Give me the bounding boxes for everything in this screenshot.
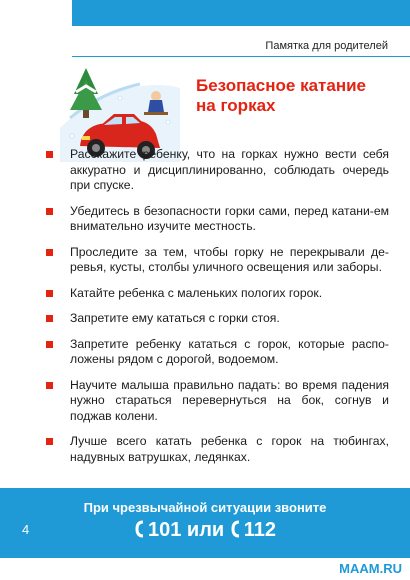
bullet-square — [46, 315, 53, 322]
page-title — [196, 76, 396, 116]
list-item: Запретите ему кататься с горки стоя. — [44, 311, 389, 327]
phone-separator: или — [186, 519, 225, 541]
phone-icon — [230, 520, 242, 538]
page-number: 4 — [22, 522, 30, 537]
phone-number-101: 101 — [147, 519, 182, 541]
bullet-square — [46, 208, 53, 215]
bullet-square — [46, 341, 53, 348]
title-line-2: на горках — [196, 96, 276, 115]
bullet-square — [46, 249, 53, 256]
list-item: Катайте ребенка с маленьких пологих горок. — [44, 286, 389, 302]
top-color-bar — [72, 0, 410, 26]
header-label: Памятка для родителей — [265, 40, 388, 52]
watermark: MAAM.RU — [339, 561, 402, 576]
phone-icon — [134, 520, 146, 538]
bullet-square — [46, 382, 53, 389]
list-item: Научите малыша правильно падать: во время падения нужно стараться перевернуться на бок, согнув и поджав колени. — [44, 378, 389, 425]
bullet-square — [46, 290, 53, 297]
list-item: Расскажите ребенку, что на горках нужно вести себя аккуратно и дисциплинированно, соблюдать очередь при спуске. — [44, 147, 389, 194]
safety-tips-list — [44, 147, 389, 475]
phone-number-112: 112 — [243, 519, 277, 541]
bullet-square — [46, 151, 53, 158]
list-item: Проследите за тем, чтобы горку не перекрывали де-ревья, кусты, столбы уличного освещения или заборы. — [44, 245, 389, 276]
title-line-1: Безопасное катание — [196, 76, 367, 95]
list-item: Лучше всего катать ребенка с горок на тюбингах, надувных ватрушках, ледянках. — [44, 434, 389, 465]
emergency-text: При чрезвычайной ситуации звоните — [83, 500, 327, 515]
header-divider — [72, 56, 410, 57]
list-item: Убедитесь в безопасности горки сами, перед катани-ем внимательно изучите местность. — [44, 204, 389, 235]
emergency-phones — [0, 519, 410, 542]
list-item: Запретите ребенку кататься с горок, которые распо-ложены рядом с дорогой, водоемом. — [44, 337, 389, 368]
bullet-square — [46, 438, 53, 445]
